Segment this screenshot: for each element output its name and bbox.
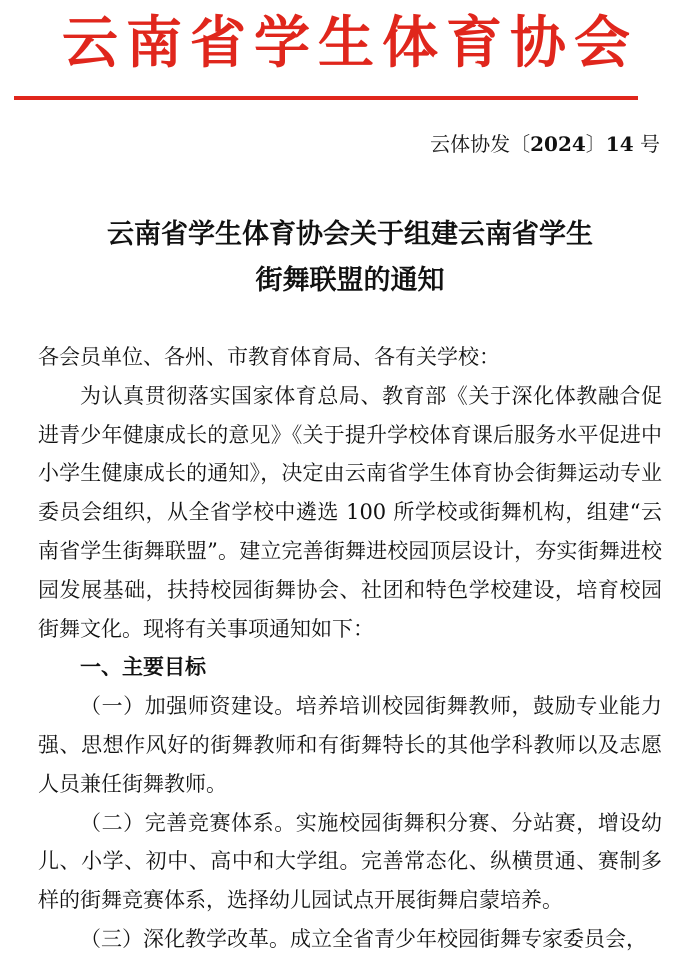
doc-number-close: 〕	[585, 132, 606, 156]
intro-paragraph: 为认真贯彻落实国家体育总局、教育部《关于深化体教融合促进青少年健康成长的意见》《关于提升学校体育课后服务水平促进中小学生健康成长的通知》，决定由云南省学生体育协会街舞运动专业委员会组织，从全省学校中遴选 100 所学校或街舞机构，组建“云南省学生街舞联盟”。建立完善街舞进校园顶层设计，夯实街舞进校园发展基础，扶持校园街舞协会、社团和特色学校建设，培育校园街舞文化。现将有关事项通知如下：	[38, 383, 662, 641]
section-heading: 一、主要目标	[80, 655, 206, 680]
doc-number-year: 2024	[530, 132, 586, 156]
title-line-2: 街舞联盟的通知	[255, 265, 445, 296]
organization-masthead: 云南省学生体育协会	[62, 10, 638, 76]
document-body	[38, 338, 662, 959]
title-line-1: 云南省学生体育协会关于组建云南省学生	[107, 219, 593, 250]
list-item: （三）深化教学改革。成立全省青少年校园街舞专家委员会，	[80, 926, 647, 951]
list-item: （二）完善竞赛体系。实施校园街舞积分赛、分站赛，增设幼儿、小学、初中、高中和大学组。完善常态化、纵横贯通、赛制多样的街舞竞赛体系，选择幼儿园试点开展街舞启蒙培养。	[38, 810, 662, 913]
doc-number-prefix: 云体协发〔	[430, 132, 531, 156]
doc-number-value: 14	[605, 132, 634, 156]
doc-number-suffix: 号	[633, 132, 660, 156]
list-item: （一）加强师资建设。培养培训校园街舞教师，鼓励专业能力强、思想作风好的街舞教师和有街舞特长的其他学科教师以及志愿人员兼任街舞教师。	[38, 694, 662, 796]
document-number	[430, 130, 660, 158]
red-divider-line	[14, 96, 638, 100]
document-title	[0, 212, 700, 304]
salutation: 各会员单位、各州、市教育体育局、各有关学校：	[38, 345, 500, 369]
